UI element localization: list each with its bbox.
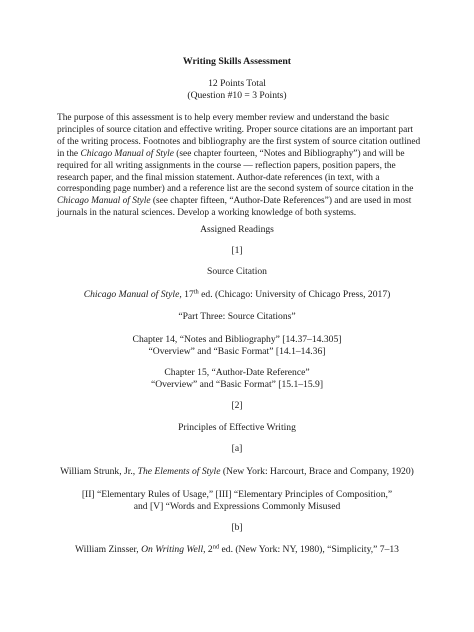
purpose-line (57, 149, 423, 161)
purpose-line (57, 208, 423, 220)
purpose-line (57, 137, 423, 149)
cmos-reference-publisher: ed. (Chicago: University of Chicago Press, 2017) (198, 289, 391, 300)
cmos-reference-title: Chicago Manual of Style (83, 289, 180, 300)
purpose-text: (see chapter fifteen, “Author-Date References”) and are used in most (150, 196, 412, 207)
strunk-publisher: (New York: Harcourt, Brace and Company, 1920) (220, 466, 414, 477)
purpose-text: corresponding page number) and a reference list are the second system of source citation in the (57, 184, 414, 195)
section-1-marker: [1] (231, 245, 243, 256)
purpose-line (57, 125, 423, 137)
purpose-text: The purpose of this assessment is to help every member review and understand the basic (57, 113, 390, 123)
purpose-text: in the (57, 148, 81, 159)
part-three-title: “Part Three: Source Citations” (178, 311, 296, 322)
purpose-text: of the writing process. Footnotes and bibliography are the first system of source citation outlined (57, 136, 421, 147)
section-b-marker: [b] (231, 522, 243, 533)
section-a-marker: [a] (231, 443, 243, 454)
purpose-italic-title: Chicago Manual of Style (57, 196, 151, 207)
zinsser-publisher: ed. (New York: NY, 1980), “Simplicity,” 7–13 (219, 544, 399, 555)
cmos-reference (20, 289, 454, 301)
cmos-reference-edition-suffix: th (193, 288, 199, 296)
document-title: Writing Skills Assessment (182, 56, 292, 67)
cmos-reference-edition: , 17 (179, 289, 194, 300)
zinsser-title: On Writing Well (141, 544, 204, 555)
purpose-line (57, 184, 423, 196)
purpose-text: research paper, and the final mission statement. Author-date references (in text, with a (57, 172, 380, 183)
purpose-text: journals in the natural sciences. Develop a working knowledge of both systems. (57, 208, 357, 219)
assigned-readings-heading: Assigned Readings (200, 224, 274, 235)
purpose-italic-title: Chicago Manual of Style (80, 148, 174, 159)
strunk-reference (20, 466, 454, 478)
effective-writing-heading: Principles of Effective Writing (178, 422, 296, 433)
chapter-14-line-2: “Overview” and “Basic Format” [14.1–14.36] (148, 346, 326, 357)
zinsser-reference (20, 544, 454, 556)
purpose-text: required for all writing assignments in the course — reflection papers, position papers, the (57, 160, 396, 171)
purpose-text: (see chapter fourteen, “Notes and Bibliography”) and will be (173, 148, 405, 159)
purpose-line (57, 173, 423, 185)
strunk-chapters-line-2: and [V] “Words and Expressions Commonly Misused (133, 501, 341, 512)
source-citation-heading: Source Citation (207, 266, 267, 277)
purpose-line (57, 161, 423, 173)
strunk-title: The Elements of Style (137, 466, 221, 477)
strunk-chapters-line-1: [II] “Elementary Rules of Usage,” [III] “Elementary Principles of Composition,” (81, 489, 393, 500)
purpose-line (57, 196, 423, 208)
section-2-marker: [2] (231, 400, 243, 411)
points-total: 12 Points Total (208, 78, 266, 89)
chapter-15-line-1: Chapter 15, “Author-Date Reference” (164, 367, 310, 378)
zinsser-edition-suffix: nd (212, 543, 220, 551)
chapter-15-line-2: “Overview” and “Basic Format” [15.1–15.9] (150, 379, 324, 390)
zinsser-edition: , 2 (203, 544, 213, 555)
purpose-paragraph (57, 113, 423, 220)
purpose-text: principles of source citation and effective writing. Proper source citations are an important part (57, 124, 413, 135)
zinsser-author: William Zinsser, (75, 544, 142, 555)
chapter-14-line-1: Chapter 14, “Notes and Bibliography” [14.37–14.305] (132, 334, 342, 345)
strunk-author: William Strunk, Jr., (60, 466, 138, 477)
purpose-line (57, 113, 423, 125)
points-note: (Question #10 = 3 Points) (187, 90, 287, 101)
